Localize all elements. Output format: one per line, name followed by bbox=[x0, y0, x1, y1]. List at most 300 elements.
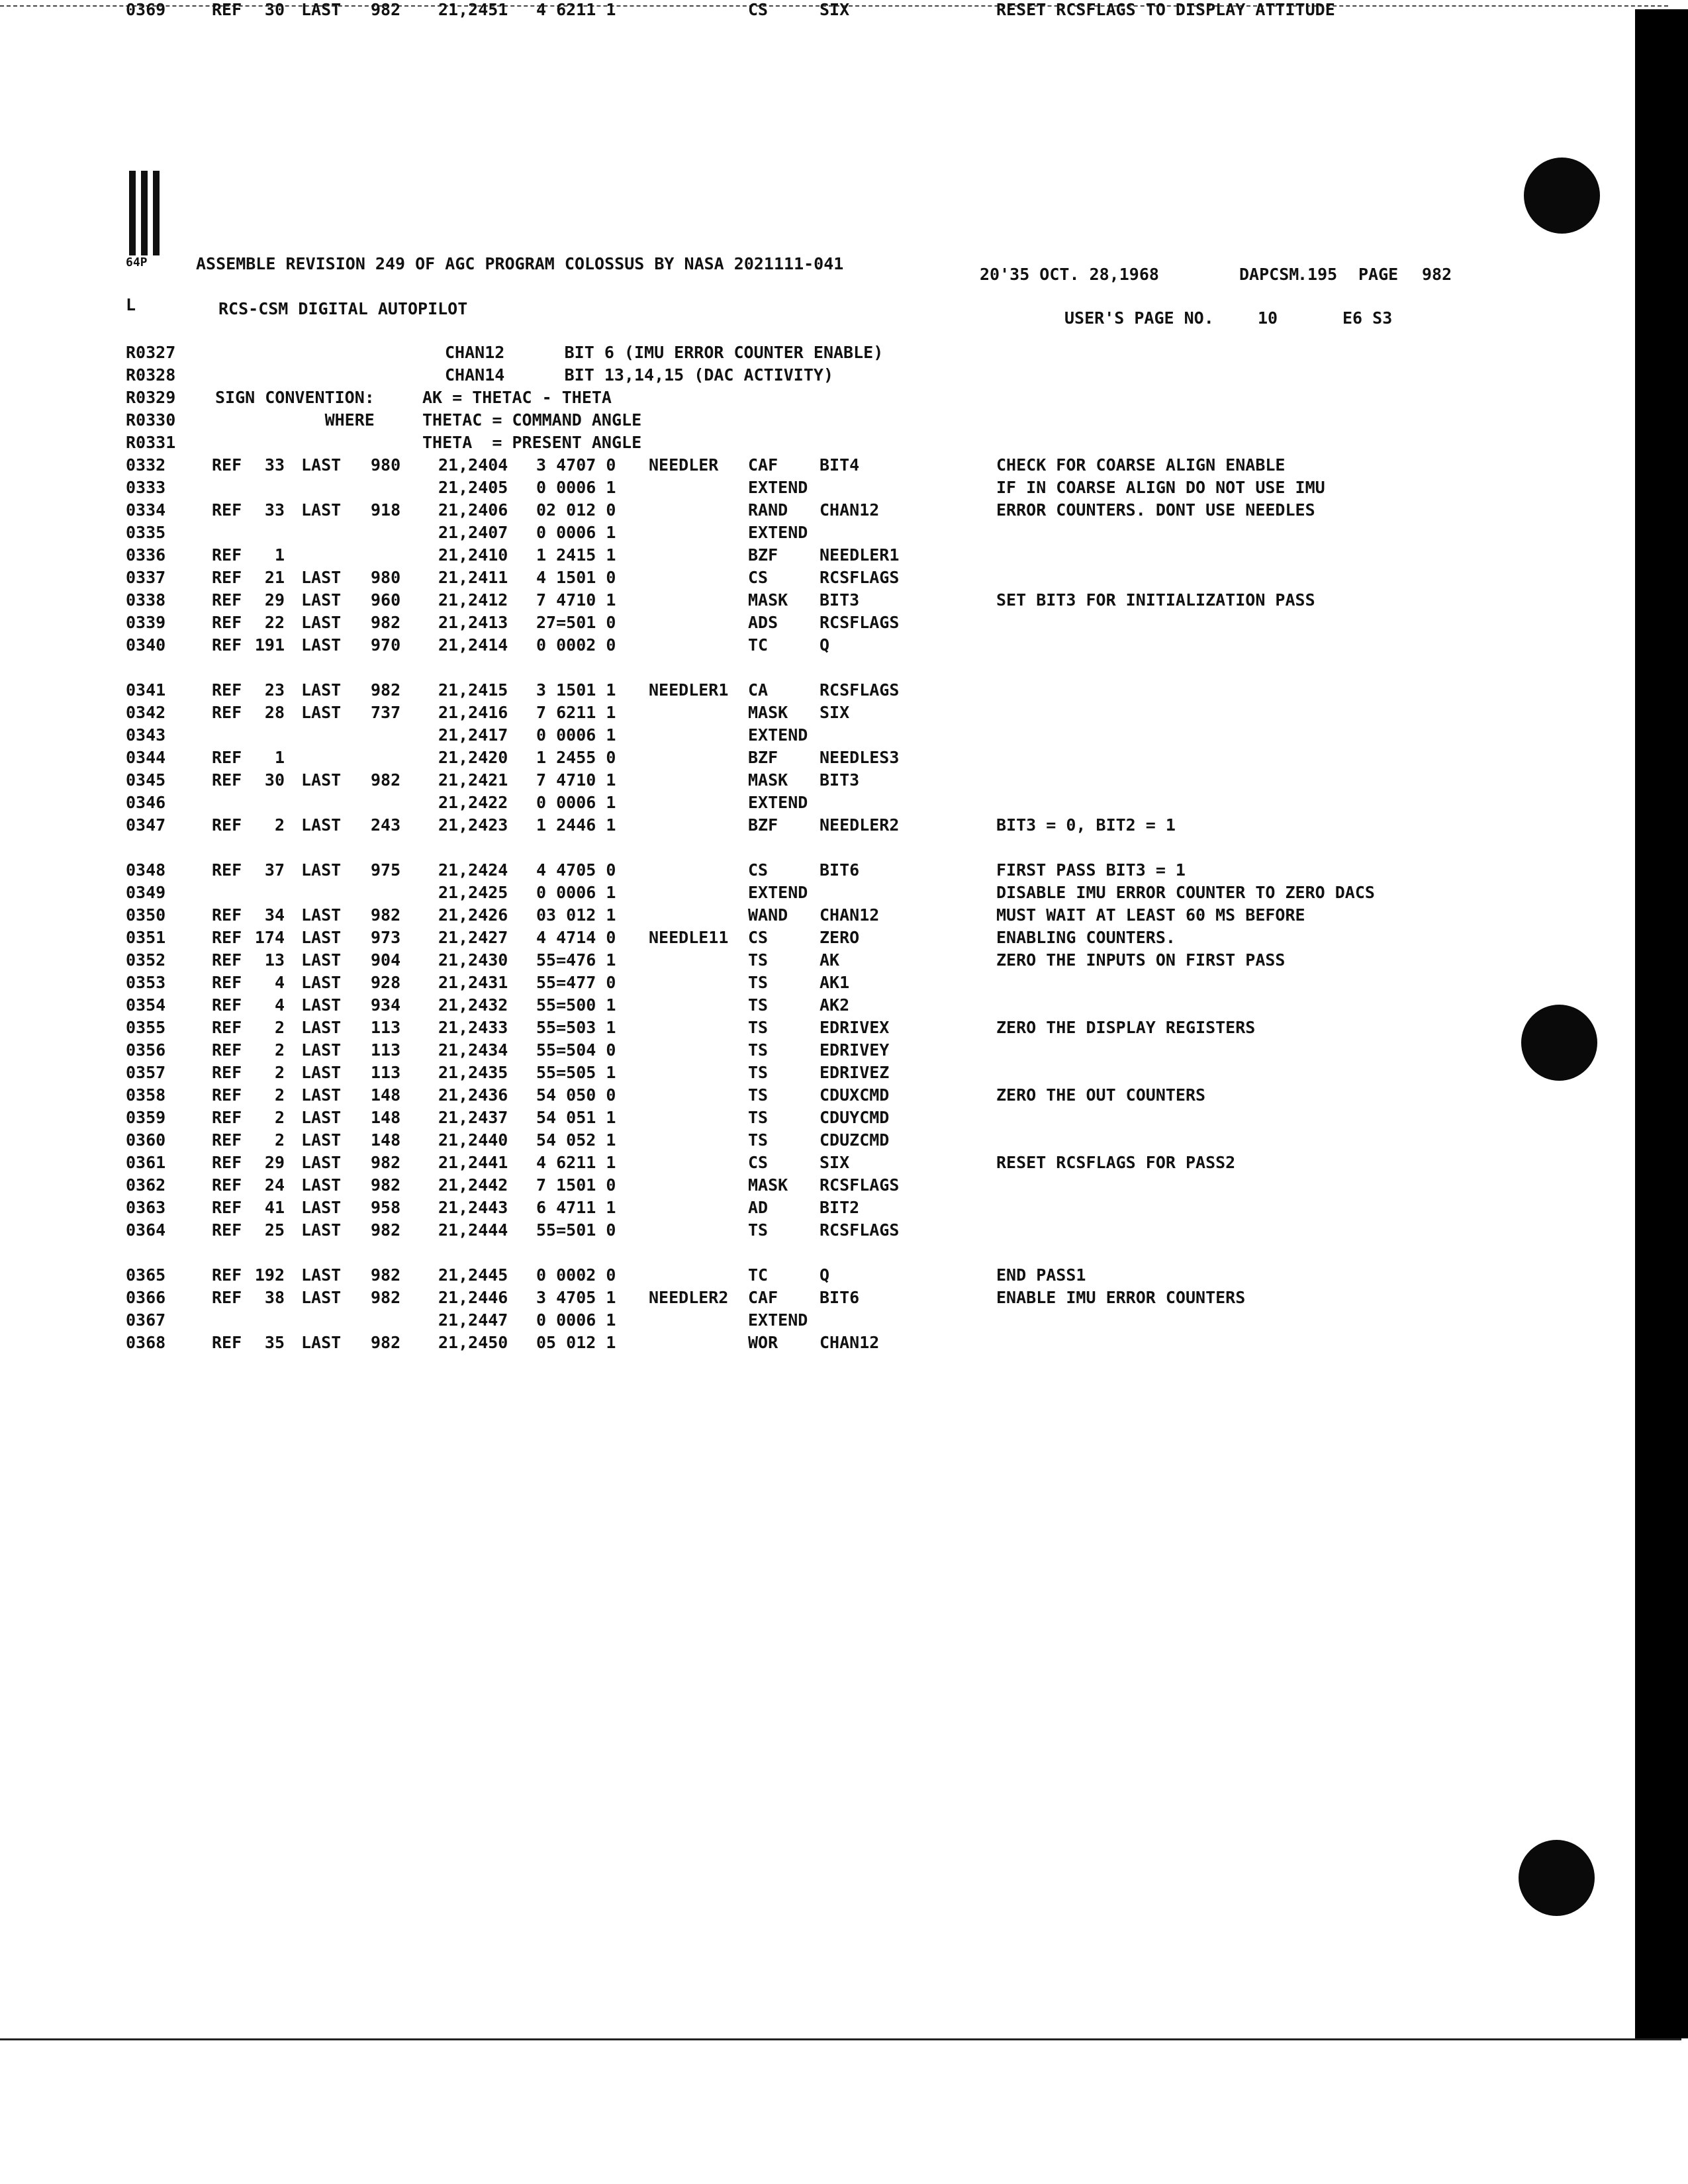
last-label: LAST bbox=[301, 860, 342, 880]
octal-word: 27=501 0 bbox=[536, 613, 616, 632]
ref-label: REF bbox=[212, 973, 242, 992]
ref-count: 1 bbox=[274, 748, 285, 767]
ref-count: 37 bbox=[264, 860, 285, 880]
line-number: 0344 bbox=[126, 748, 166, 767]
ref-label: REF bbox=[212, 748, 242, 767]
last-page: 975 bbox=[371, 860, 401, 880]
ref-count: 2 bbox=[274, 815, 285, 835]
line-number: 0351 bbox=[126, 928, 166, 947]
ref-label: REF bbox=[212, 1265, 242, 1285]
octal-word: 55=505 1 bbox=[536, 1063, 616, 1082]
ref-count: 23 bbox=[264, 680, 285, 700]
opcode: BZF bbox=[748, 815, 778, 835]
comment: DISABLE IMU ERROR COUNTER TO ZERO DACS bbox=[996, 883, 1375, 902]
ref-label: REF bbox=[212, 590, 242, 610]
opcode: CS bbox=[748, 928, 769, 947]
address: 21,2412 bbox=[438, 590, 508, 610]
listing-row bbox=[0, 1220, 1622, 1243]
octal-word: 55=504 0 bbox=[536, 1040, 616, 1060]
last-label: LAST bbox=[301, 613, 342, 632]
ref-label: REF bbox=[212, 815, 242, 835]
listing-row bbox=[0, 995, 1622, 1018]
octal-word: 0 0002 0 bbox=[536, 635, 616, 655]
address: 21,2406 bbox=[438, 500, 508, 520]
listing-row bbox=[0, 478, 1622, 500]
last-label: LAST bbox=[301, 1153, 342, 1172]
last-page: 982 bbox=[371, 1288, 401, 1307]
symbol-label: NEEDLER2 bbox=[649, 1288, 729, 1307]
ref-label: REF bbox=[212, 860, 242, 880]
octal-word: 1 2455 0 bbox=[536, 748, 616, 767]
address: 21,2430 bbox=[438, 950, 508, 970]
ref-count: 191 bbox=[254, 635, 285, 655]
opcode: EXTEND bbox=[748, 523, 808, 542]
octal-word: 0 0006 1 bbox=[536, 883, 616, 902]
address: 21,2444 bbox=[438, 1220, 508, 1240]
last-page: 960 bbox=[371, 590, 401, 610]
ref-count: 2 bbox=[274, 1018, 285, 1037]
last-label: LAST bbox=[301, 1333, 342, 1352]
address: 21,2421 bbox=[438, 770, 508, 790]
last-page: 148 bbox=[371, 1085, 401, 1105]
operand: RCSFLAGS bbox=[820, 680, 900, 700]
ref-label: REF bbox=[212, 1108, 242, 1127]
line-number: 0367 bbox=[126, 1310, 166, 1330]
operand: EDRIVEX bbox=[820, 1018, 890, 1037]
opcode: RAND bbox=[748, 500, 788, 520]
ref-count: 2 bbox=[274, 1085, 285, 1105]
opcode: MASK bbox=[748, 703, 788, 722]
comment: BIT3 = 0, BIT2 = 1 bbox=[996, 815, 1176, 835]
last-page: 737 bbox=[371, 703, 401, 722]
remark-text: AK = THETAC - THETA bbox=[422, 388, 612, 407]
address: 21,2435 bbox=[438, 1063, 508, 1082]
opcode: MASK bbox=[748, 770, 788, 790]
octal-word: 0 0006 1 bbox=[536, 1310, 616, 1330]
section-code: E6 S3 bbox=[1342, 308, 1393, 328]
line-number: 0365 bbox=[126, 1265, 166, 1285]
octal-word: 4 6211 1 bbox=[536, 1153, 616, 1172]
address: 21,2451 bbox=[438, 0, 508, 19]
ref-label: REF bbox=[212, 1153, 242, 1172]
ref-label: REF bbox=[212, 928, 242, 947]
remark-text: CHAN12 BIT 6 (IMU ERROR COUNTER ENABLE) bbox=[445, 343, 884, 362]
last-page: 113 bbox=[371, 1018, 401, 1037]
line-number: 0358 bbox=[126, 1085, 166, 1105]
listing-row bbox=[0, 635, 1622, 658]
last-page: 982 bbox=[371, 0, 401, 19]
octal-word: 1 2446 1 bbox=[536, 815, 616, 835]
octal-word: 0 0006 1 bbox=[536, 725, 616, 745]
opcode: MASK bbox=[748, 1175, 788, 1195]
last-label: LAST bbox=[301, 1085, 342, 1105]
ref-count: 174 bbox=[254, 928, 285, 947]
opcode: EXTEND bbox=[748, 725, 808, 745]
listing-row bbox=[0, 1265, 1622, 1288]
last-label: LAST bbox=[301, 0, 342, 19]
operand: SIX bbox=[820, 1153, 850, 1172]
ref-count: 4 bbox=[274, 995, 285, 1015]
opcode: ADS bbox=[748, 613, 778, 632]
line-number: 0350 bbox=[126, 905, 166, 925]
corner-mark: 64P bbox=[126, 255, 148, 269]
opcode: TS bbox=[748, 950, 769, 970]
opcode: TS bbox=[748, 1085, 769, 1105]
operand: BIT3 bbox=[820, 590, 860, 610]
last-page: 958 bbox=[371, 1198, 401, 1217]
comment: SET BIT3 FOR INITIALIZATION PASS bbox=[996, 590, 1315, 610]
opcode: EXTEND bbox=[748, 793, 808, 812]
ref-label: REF bbox=[212, 1040, 242, 1060]
operand: BIT6 bbox=[820, 860, 860, 880]
opcode: WOR bbox=[748, 1333, 778, 1352]
comment: RESET RCSFLAGS FOR PASS2 bbox=[996, 1153, 1236, 1172]
last-page: 148 bbox=[371, 1130, 401, 1150]
last-label: LAST bbox=[301, 1018, 342, 1037]
last-label: LAST bbox=[301, 1063, 342, 1082]
ref-count: 30 bbox=[264, 770, 285, 790]
last-label: LAST bbox=[301, 590, 342, 610]
octal-word: 3 4705 1 bbox=[536, 1288, 616, 1307]
operand: SIX bbox=[820, 703, 850, 722]
line-number: R0331 bbox=[126, 433, 176, 452]
opcode: CS bbox=[748, 1153, 769, 1172]
ref-count: 1 bbox=[274, 545, 285, 565]
opcode: CA bbox=[748, 680, 769, 700]
remark-line bbox=[0, 410, 1622, 433]
last-page: 934 bbox=[371, 995, 401, 1015]
line-number: 0347 bbox=[126, 815, 166, 835]
listing-row bbox=[0, 905, 1622, 928]
line-number: 0363 bbox=[126, 1198, 166, 1217]
listing-row bbox=[0, 1198, 1622, 1220]
line-number: 0359 bbox=[126, 1108, 166, 1127]
ref-label: REF bbox=[212, 500, 242, 520]
remark-line bbox=[0, 433, 1622, 455]
operand: BIT3 bbox=[820, 770, 860, 790]
opcode: MASK bbox=[748, 590, 788, 610]
line-number: 0349 bbox=[126, 883, 166, 902]
octal-word: 0 0002 0 bbox=[536, 1265, 616, 1285]
address: 21,2445 bbox=[438, 1265, 508, 1285]
operand: AK bbox=[820, 950, 840, 970]
ref-count: 24 bbox=[264, 1175, 285, 1195]
ref-label: REF bbox=[212, 0, 242, 19]
listing-row bbox=[0, 793, 1622, 815]
operand: ZERO bbox=[820, 928, 860, 947]
opcode: CS bbox=[748, 860, 769, 880]
comment: FIRST PASS BIT3 = 1 bbox=[996, 860, 1186, 880]
listing-row bbox=[0, 973, 1622, 995]
line-number: 0338 bbox=[126, 590, 166, 610]
address: 21,2441 bbox=[438, 1153, 508, 1172]
operand: NEEDLER1 bbox=[820, 545, 900, 565]
line-number: 0355 bbox=[126, 1018, 166, 1037]
assemble-line: ASSEMBLE REVISION 249 OF AGC PROGRAM COLOSSUS BY NASA 2021111-041 bbox=[196, 254, 844, 273]
ref-count: 192 bbox=[254, 1265, 285, 1285]
operand: CHAN12 bbox=[820, 500, 880, 520]
listing-row bbox=[0, 1130, 1622, 1153]
line-number: 0364 bbox=[126, 1220, 166, 1240]
address: 21,2411 bbox=[438, 568, 508, 587]
ref-count: 25 bbox=[264, 1220, 285, 1240]
log-letter: L bbox=[126, 295, 136, 314]
octal-word: 0 0006 1 bbox=[536, 793, 616, 812]
symbol-label: NEEDLER1 bbox=[649, 680, 729, 700]
listing-row bbox=[0, 568, 1622, 590]
last-page: 982 bbox=[371, 770, 401, 790]
ref-label: REF bbox=[212, 770, 242, 790]
last-page: 243 bbox=[371, 815, 401, 835]
octal-word: 4 4714 0 bbox=[536, 928, 616, 947]
last-page: 982 bbox=[371, 613, 401, 632]
address: 21,2433 bbox=[438, 1018, 508, 1037]
last-label: LAST bbox=[301, 568, 342, 587]
address: 21,2413 bbox=[438, 613, 508, 632]
comment: ZERO THE OUT COUNTERS bbox=[996, 1085, 1206, 1105]
ref-count: 21 bbox=[264, 568, 285, 587]
operand: RCSFLAGS bbox=[820, 1175, 900, 1195]
address: 21,2404 bbox=[438, 455, 508, 475]
opcode: CAF bbox=[748, 455, 778, 475]
last-page: 982 bbox=[371, 1153, 401, 1172]
line-number: 0362 bbox=[126, 1175, 166, 1195]
opcode: TS bbox=[748, 973, 769, 992]
opcode: TS bbox=[748, 995, 769, 1015]
timestamp: 20'35 OCT. 28,1968 bbox=[980, 265, 1159, 284]
opcode: AD bbox=[748, 1198, 769, 1217]
opcode: EXTEND bbox=[748, 478, 808, 497]
operand: RCSFLAGS bbox=[820, 568, 900, 587]
ref-label: REF bbox=[212, 1220, 242, 1240]
last-label: LAST bbox=[301, 1040, 342, 1060]
line-number: 0369 bbox=[126, 0, 166, 19]
octal-word: 55=476 1 bbox=[536, 950, 616, 970]
listing-row bbox=[0, 500, 1622, 523]
line-number: 0337 bbox=[126, 568, 166, 587]
last-page: 980 bbox=[371, 568, 401, 587]
ref-count: 29 bbox=[264, 1153, 285, 1172]
section-title: RCS-CSM DIGITAL AUTOPILOT bbox=[218, 299, 468, 318]
octal-word: 7 6211 1 bbox=[536, 703, 616, 722]
line-number: 0357 bbox=[126, 1063, 166, 1082]
remark-prefix: SIGN CONVENTION: bbox=[215, 388, 375, 407]
line-number: 0345 bbox=[126, 770, 166, 790]
octal-word: 7 1501 0 bbox=[536, 1175, 616, 1195]
last-page: 928 bbox=[371, 973, 401, 992]
operand: BIT4 bbox=[820, 455, 860, 475]
page-bottom-edge bbox=[0, 2038, 1681, 2040]
opcode: TC bbox=[748, 635, 769, 655]
address: 21,2432 bbox=[438, 995, 508, 1015]
octal-word: 02 012 0 bbox=[536, 500, 616, 520]
remark-line bbox=[0, 343, 1622, 365]
last-label: LAST bbox=[301, 703, 342, 722]
line-number: 0332 bbox=[126, 455, 166, 475]
comment: ZERO THE INPUTS ON FIRST PASS bbox=[996, 950, 1286, 970]
listing-row bbox=[0, 928, 1622, 950]
last-page: 982 bbox=[371, 1175, 401, 1195]
listing-row bbox=[0, 680, 1622, 703]
line-number: 0356 bbox=[126, 1040, 166, 1060]
address: 21,2434 bbox=[438, 1040, 508, 1060]
remark-prefix: WHERE bbox=[215, 410, 375, 430]
listing-row bbox=[0, 770, 1622, 793]
ref-label: REF bbox=[212, 995, 242, 1015]
operand: RCSFLAGS bbox=[820, 613, 900, 632]
ref-count: 4 bbox=[274, 973, 285, 992]
last-page: 148 bbox=[371, 1108, 401, 1127]
listing-row bbox=[0, 1333, 1622, 1355]
line-number: 0340 bbox=[126, 635, 166, 655]
listing-row bbox=[0, 545, 1622, 568]
opcode: CAF bbox=[748, 1288, 778, 1307]
line-number: 0339 bbox=[126, 613, 166, 632]
remark-text: THETAC = COMMAND ANGLE bbox=[422, 410, 642, 430]
listing-row bbox=[0, 1085, 1622, 1108]
address: 21,2416 bbox=[438, 703, 508, 722]
scan-edge-band bbox=[1635, 9, 1688, 2038]
octal-word: 05 012 1 bbox=[536, 1333, 616, 1352]
punch-hole-bottom bbox=[1519, 1840, 1595, 1916]
ref-label: REF bbox=[212, 635, 242, 655]
opcode: TS bbox=[748, 1220, 769, 1240]
line-number: 0335 bbox=[126, 523, 166, 542]
ref-label: REF bbox=[212, 1130, 242, 1150]
ref-count: 22 bbox=[264, 613, 285, 632]
last-label: LAST bbox=[301, 1130, 342, 1150]
last-label: LAST bbox=[301, 635, 342, 655]
listing-row bbox=[0, 1288, 1622, 1310]
ref-label: REF bbox=[212, 1198, 242, 1217]
opcode: BZF bbox=[748, 748, 778, 767]
last-label: LAST bbox=[301, 455, 342, 475]
operand: CDUXCMD bbox=[820, 1085, 890, 1105]
ref-count: 2 bbox=[274, 1063, 285, 1082]
ref-label: REF bbox=[212, 905, 242, 925]
listing-row bbox=[0, 613, 1622, 635]
comment: END PASS1 bbox=[996, 1265, 1086, 1285]
comment: CHECK FOR COARSE ALIGN ENABLE bbox=[996, 455, 1286, 475]
opcode: EXTEND bbox=[748, 1310, 808, 1330]
line-number: R0329 bbox=[126, 388, 176, 407]
listing-row bbox=[0, 523, 1622, 545]
octal-word: 55=503 1 bbox=[536, 1018, 616, 1037]
operand: CDUYCMD bbox=[820, 1108, 890, 1127]
comment: ENABLING COUNTERS. bbox=[996, 928, 1176, 947]
symbol-label: NEEDLER bbox=[649, 455, 719, 475]
octal-word: 1 2415 1 bbox=[536, 545, 616, 565]
ref-count: 29 bbox=[264, 590, 285, 610]
opcode: TS bbox=[748, 1040, 769, 1060]
remark-text: CHAN14 BIT 13,14,15 (DAC ACTIVITY) bbox=[445, 365, 833, 385]
address: 21,2417 bbox=[438, 725, 508, 745]
last-label: LAST bbox=[301, 815, 342, 835]
line-number: R0327 bbox=[126, 343, 176, 362]
last-page: 980 bbox=[371, 455, 401, 475]
octal-word: 54 051 1 bbox=[536, 1108, 616, 1127]
line-number: R0328 bbox=[126, 365, 176, 385]
opcode: EXTEND bbox=[748, 883, 808, 902]
listing-row bbox=[0, 815, 1622, 838]
opcode: TC bbox=[748, 1265, 769, 1285]
octal-word: 3 1501 1 bbox=[536, 680, 616, 700]
octal-word: 3 4707 0 bbox=[536, 455, 616, 475]
operand: CHAN12 bbox=[820, 905, 880, 925]
listing-row bbox=[0, 1175, 1622, 1198]
address: 21,2431 bbox=[438, 973, 508, 992]
ref-count: 34 bbox=[264, 905, 285, 925]
ref-label: REF bbox=[212, 703, 242, 722]
ref-label: REF bbox=[212, 1288, 242, 1307]
users-page-number: 10 bbox=[1258, 308, 1278, 328]
line-number: 0342 bbox=[126, 703, 166, 722]
line-number: 0353 bbox=[126, 973, 166, 992]
address: 21,2423 bbox=[438, 815, 508, 835]
octal-word: 55=500 1 bbox=[536, 995, 616, 1015]
address: 21,2407 bbox=[438, 523, 508, 542]
listing-row bbox=[0, 590, 1622, 613]
last-label: LAST bbox=[301, 1220, 342, 1240]
operand: NEEDLER2 bbox=[820, 815, 900, 835]
address: 21,2440 bbox=[438, 1130, 508, 1150]
listing-row bbox=[0, 725, 1622, 748]
listing-row bbox=[0, 703, 1622, 725]
ref-count: 2 bbox=[274, 1130, 285, 1150]
operand: EDRIVEZ bbox=[820, 1063, 890, 1082]
octal-word: 54 050 0 bbox=[536, 1085, 616, 1105]
octal-word: 7 4710 1 bbox=[536, 590, 616, 610]
octal-word: 4 6211 1 bbox=[536, 0, 616, 19]
last-label: LAST bbox=[301, 1198, 342, 1217]
last-page: 982 bbox=[371, 1265, 401, 1285]
last-label: LAST bbox=[301, 950, 342, 970]
address: 21,2422 bbox=[438, 793, 508, 812]
opcode: BZF bbox=[748, 545, 778, 565]
page-label: PAGE bbox=[1358, 265, 1399, 284]
octal-word: 55=477 0 bbox=[536, 973, 616, 992]
last-label: LAST bbox=[301, 770, 342, 790]
page-number: 982 bbox=[1422, 265, 1452, 284]
ref-label: REF bbox=[212, 680, 242, 700]
opcode: TS bbox=[748, 1130, 769, 1150]
listing-row bbox=[0, 1018, 1622, 1040]
last-page: 982 bbox=[371, 905, 401, 925]
address: 21,2420 bbox=[438, 748, 508, 767]
line-number: 0368 bbox=[126, 1333, 166, 1352]
ref-label: REF bbox=[212, 1175, 242, 1195]
address: 21,2410 bbox=[438, 545, 508, 565]
octal-word: 03 012 1 bbox=[536, 905, 616, 925]
listing-row bbox=[0, 883, 1622, 905]
comment: ERROR COUNTERS. DONT USE NEEDLES bbox=[996, 500, 1315, 520]
line-number: 0354 bbox=[126, 995, 166, 1015]
operand: Q bbox=[820, 635, 830, 655]
line-number: 0333 bbox=[126, 478, 166, 497]
address: 21,2442 bbox=[438, 1175, 508, 1195]
comment: MUST WAIT AT LEAST 60 MS BEFORE bbox=[996, 905, 1305, 925]
operand: RCSFLAGS bbox=[820, 1220, 900, 1240]
remark-line bbox=[0, 388, 1622, 410]
ref-label: REF bbox=[212, 1018, 242, 1037]
last-label: LAST bbox=[301, 680, 342, 700]
ref-count: 30 bbox=[264, 0, 285, 19]
operand: BIT2 bbox=[820, 1198, 860, 1217]
punch-hole-top bbox=[1524, 158, 1600, 234]
ref-count: 41 bbox=[264, 1198, 285, 1217]
last-label: LAST bbox=[301, 905, 342, 925]
binder-tab-mark bbox=[129, 171, 167, 255]
